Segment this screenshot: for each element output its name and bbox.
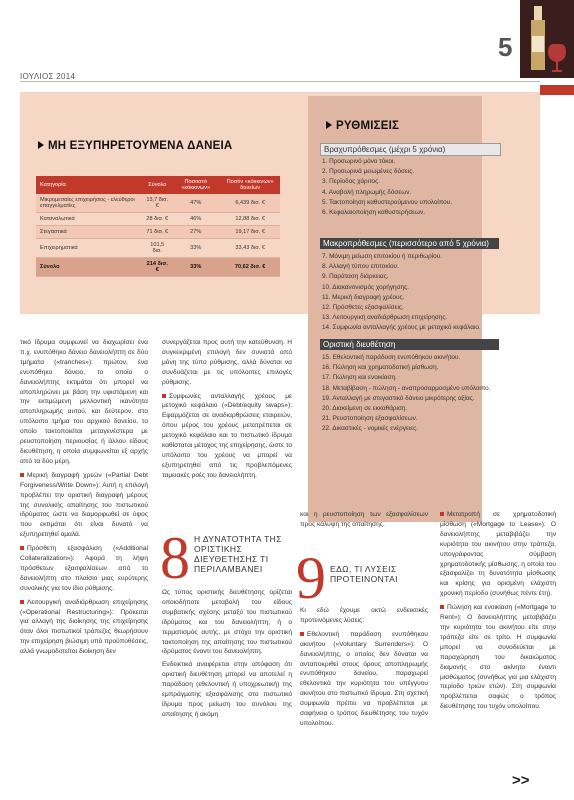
table-row — [36, 226, 280, 239]
list-item: 3. Περίοδος χάριτος. — [322, 178, 380, 186]
table-header-row — [36, 176, 280, 194]
paragraph-text: Πώληση και ενοικίαση («Mortgage to Rent»): Ο δανειολήπτης μεταβιβάζει την κυριότητα του ακινήτου είτε στην τράπεζα είτε σε τρίτο. Η συμφωνία μπορεί να συνοδεύεται με παραχώρηση του δικαιώματος διαμονής στο ακίνητο έναντι μισθώματος (συνήθως για μια ελάχιστη περίοδο τριών ετών). Στη συμφωνία προβλέπεται σαφώς ο τρόπος διευθέτησης του τυχόν υπολοίπου. — [440, 604, 556, 711]
table-row — [36, 213, 280, 226]
section-number-9: 9 — [296, 545, 326, 611]
header-divider — [20, 81, 540, 82]
triangle-icon — [38, 141, 44, 149]
table-header: Κατηγορία — [36, 176, 143, 194]
paragraph: συνεργάζεται προς αυτή την κατεύθυνση. Η συγκεκριμένη επιλογή δεν συνιστά από μόνη της τύπο ρύθμισης, αλλά δύναται να συνδυάζεται με τις υπόλοιπες επιλογές ρύθμισης. — [162, 339, 292, 386]
section-number-8: 8 — [160, 525, 190, 591]
list-item: 6. Κεφαλαιοποίηση καθυστερήσεων. — [322, 209, 425, 217]
list-item: 2. Προσωρινά μειωμένες δόσεις. — [322, 168, 415, 176]
table-cell: 71 δισ. € — [143, 226, 171, 239]
table-cell: 47% — [171, 194, 220, 213]
list-item: 22. Δικαστικές - νομικές ενέργειες. — [322, 425, 418, 433]
paragraph: Ως τύπος οριστικής διευθέτησης ορίζεται οποιοδήποτε μεταβολή του είδους συμβατικής σχέσης μεταξύ του πιστωτικού ιδρύματος και του δανειολήπτη, ή ο τερματισμός αυτής, με στόχο την οριστική τακτοποίηση της απαίτησης του πιστωτικού ιδρύματος έναντι του δανειολήπτη. — [162, 589, 292, 656]
list-item: 13. Λειτουργική αναδιάρθρωση επιχείρησης. — [322, 314, 448, 322]
table-cell: Σύνολο — [36, 258, 143, 277]
table-cell: 46% — [171, 213, 220, 226]
list-item: 15. Εθελοντική παράδοση ενυπόθηκου ακινήτου. — [322, 354, 461, 361]
table-cell: 19,17 δισ. € — [220, 226, 280, 239]
paragraph — [20, 471, 148, 540]
paragraph — [440, 510, 556, 599]
table-header: Σύνολο — [143, 176, 171, 194]
paragraph-text: Λειτουργική αναδιάρθρωση επιχείρησης («Operational Restructuring»): Πρόκειται για αλλαγή της διοίκησης της επιχείρησης όταν όλοι πιστωτικοί τράπεζες θεωρήσουν την επιχείρηση βιώσιμη υπό προϋποθέσεις, αλλά γνωμοδοτείται διοίκηση δεν — [20, 598, 148, 656]
issue-date: ΙΟΥΛΙΟΣ 2014 — [20, 72, 76, 81]
loans-section-title — [38, 140, 232, 152]
section-8-title: Η ΔΥΝΑΤΟΤΗΤΑ ΤΗΣ ΟΡΙΣΤΙΚΗΣ ΔΙΕΥΘΕΤΗΣΗΣ ΤΙ ΠΕΡΙΛΑΜΒΑΝΕΙ — [194, 534, 282, 574]
table-cell: Μικρομεσαίες επιχειρήσεις - ελεύθεροι επαγγελματίες — [36, 194, 143, 213]
list-item: 8. Αλλαγή τύπου επιτοκίου. — [322, 263, 399, 271]
text-column-3 — [300, 510, 428, 530]
paragraph: τικό ίδρυμα συμφωνεί να διαχωρίσει ένα π.χ. ενυπόθηκο δάνειο δανειολήπτη σε δύο τμήματα («tranches»): πρώτον, ένα ενυπόθηκο δάνειο, το οποίο ο δανειολήπτης εκτιμάται ότι μπορεί να αποπληρώνει με βάση την υφιστάμενη και την εκτιμώμενη μελλοντική ικανότητα αποπληρωμής αυτού, και δεύτερον, στο υπόλοιπο τμήμα του αρχικού δανείου, το οποίο τακτοποιείται μεταγενέστερα με ρευστοποίηση περιουσίας ή άλλου είδους διευθέτηση, η οποία συμφωνείται εξ αρχής από τα δύο μέρη. — [20, 339, 148, 465]
table-header: Ποσόν «κόκκινων» δανείων — [220, 176, 280, 194]
table-cell: 214 δισ. € — [143, 258, 171, 277]
table-cell: 6,439 δισ. € — [220, 194, 280, 213]
table-cell: 101,5 δισ. — [143, 239, 171, 258]
bullet-square-icon — [20, 600, 24, 604]
list-item: 11. Μερική διαγραφή χρέους. — [322, 293, 405, 301]
paragraph — [20, 598, 148, 657]
list-item: 19. Ανταλλαγή με στεγαστικό δάνειο μικρότερης αξίας. — [322, 394, 475, 402]
paragraph — [20, 544, 148, 594]
table-cell: 33,43 δισ. € — [220, 239, 280, 258]
list-item: 12. Πρόσθετες εξασφαλίσεις. — [322, 304, 404, 312]
section-9-title: ΕΔΩ, ΤΙ ΛΥΣΕΙΣ ΠΡΟΤΕΙΝΟΝΤΑΙ — [330, 564, 398, 584]
bullet-square-icon — [300, 632, 304, 636]
paragraph-text: Εθελοντική παράδοση ενυπόθηκου ακινήτου («Voluntary Surrenders»): Ο δανειολήπτης, ο οποίος δεν δύναται να ανταποκριθεί στους όρους αποπληρωμής ενυπόθηκου δανείου, παραχωρεί εθελοντικά την κυριότητα του υπέγγυου ακινήτου στο πιστωτικό ίδρυμα. Στη σχετική συμφωνία πρέπει να προβλέπεται με σαφήνεια ο τρόπος διευθέτησης του τυχόν υπολοίπου. — [300, 630, 428, 727]
paragraph: Ενδεικτικά αναφέρεται στην απόφαση ότι οριστική διευθέτηση μπορεί να αποτελεί η παράδοση (εθελοντική ή υποχρεωτική) της εμπράγματης εξασφάλισης στο πιστωτικό ίδρυμα προς μείωση του συνόλου της απαίτησης ή ακόμη — [162, 661, 292, 718]
list-item: 14. Συμφωνία ανταλλαγής χρέους με μετοχικό κεφάλαιο. — [322, 324, 481, 332]
list-item: 7. Μόνιμη μείωση επιτοκίου ή περιθωρίου. — [322, 253, 442, 260]
paragraph: και η ρευστοποίηση των εξασφαλίσεων προς κάλυψη της απαίτησης. — [300, 511, 428, 528]
text-column-2b — [162, 588, 292, 720]
text-column-1 — [20, 338, 148, 657]
bullet-square-icon — [162, 394, 166, 398]
page-number: 5 — [498, 32, 513, 62]
table-cell: 33% — [171, 258, 220, 277]
final-settlement-list — [322, 353, 494, 435]
settlements-title-text: ΡΥΘΜΙΣΕΙΣ — [336, 120, 400, 132]
table-cell: Καταναλωτικά — [36, 213, 143, 226]
loans-title-text: ΜΗ ΕΞΥΠΗΡΕΤΟΥΜΕΝΑ ΔΑΝΕΙΑ — [48, 140, 233, 152]
text-column-3b — [300, 606, 428, 729]
group-heading-long-term: Μακροπρόθεσμες (περισσότερο από 5 χρόνια) — [320, 238, 499, 249]
paragraph-text: Μετατροπή σε χρηματοδοτική μίσθωση («Mortgage to Lease»): Ο δανειολήπτης μεταβιβάζει την κυριότητα του ακινήτου στην τράπεζα, υπογράφοντας σύμβαση χρηματοδοτικής μίσθωσης, η οποία του εξασφαλίζει τη δυνατότητα μίσθωσης και κρίσης για ορισμένη ελάχιστη χρονική περίοδο (συνήθως πέντε έτη). — [440, 511, 556, 598]
paragraph-text: Συμφωνίες ανταλλαγής χρέους με μετοχικό κεφάλαιο («Debt/equity swaps»): Εφαρμόζεται σε αναδιαρθρώσεις εταιρειών, όπου μέρος του χρέους μετατρέπεται σε μετοχικό κεφάλαιο και το πιστωτικό ίδρυμα καθίσταται μέτοχος της επιχείρησης, ώστε το υπόλοιπο του χρέους να μπορεί να εξυπηρετηθεί από τις προβλεπόμενες ταμειακές ροές του δανειολήπτη. — [162, 392, 292, 479]
list-item: 18. Μεταβίβαση - πώληση - αναπροσαρμοσμένο υπόλοιπο. — [322, 384, 491, 392]
table-cell: Επιχειρηματικά — [36, 239, 143, 258]
list-item: 16. Πώληση και χρηματοδοτική μίσθωση. — [322, 364, 439, 372]
table-cell: 28 δισ. € — [143, 213, 171, 226]
paragraph-text: Μερική διαγραφή χρεών («Partial Debt Forgiveness/Write Down»): Αυτή η επιλογή προβλέπει την οριστική διαγραφή μέρους της συνολικής απαίτησης του πιστωτικού ιδρύματος ώστε να διαμορφωθεί σε ύψος που εκτιμάται ότι είναι δυνατό να εξυπηρετηθεί ομαλά. — [20, 471, 148, 539]
table-cell: Στεγαστικά — [36, 226, 143, 239]
list-item: 5. Τακτοποίηση καθυστερούμενου υπολοίπου. — [322, 198, 452, 206]
list-item: 4. Αναβολή πληρωμής δόσεων. — [322, 188, 412, 196]
list-item: 9. Παράταση διάρκειας. — [322, 273, 389, 281]
bullet-square-icon — [20, 473, 24, 477]
list-item: 10. Διακανονισμός χορήγησης. — [322, 283, 409, 291]
table-row — [36, 194, 280, 213]
paragraph — [300, 630, 428, 729]
paragraph — [162, 392, 292, 481]
bullet-square-icon — [20, 546, 24, 550]
triangle-icon — [326, 121, 332, 129]
table-cell: 33% — [171, 239, 220, 258]
wine-bottle-illustration — [520, 0, 574, 78]
table-cell: 70,62 δισ. € — [220, 258, 280, 277]
short-term-list — [322, 157, 494, 218]
text-column-4 — [440, 510, 556, 712]
table-cell: 27% — [171, 226, 220, 239]
accent-bar — [540, 85, 574, 95]
table-header: Ποσοστό «κόκκινων» — [171, 176, 220, 194]
list-item: 17. Πώληση και ενοικίαση. — [322, 374, 397, 382]
group-heading-final-settlement: Οριστική διευθέτηση — [320, 339, 499, 350]
loans-table — [36, 176, 280, 277]
table-cell: 12,88 δισ. € — [220, 213, 280, 226]
table-total-row — [36, 258, 280, 277]
list-item: 20. Διακείμενη σε εκκαθάριση. — [322, 405, 408, 413]
bullet-square-icon — [440, 512, 444, 516]
paragraph — [440, 603, 556, 712]
paragraph-text: Πρόσθετη εξασφάλιση («Additional Collateralization»): Αφορά τη λήψη πρόσθετων εξασφαλίσεων από το δανειολήπτη στο πλαίσιο μιας ευρύτερης συνολικής για τον ίδιο ρύθμισης. — [20, 545, 148, 592]
paragraph: Κι εδώ έχουμε οκτώ ενδεικτικές προτεινόμενες λύσεις: — [300, 607, 428, 624]
table-row — [36, 239, 280, 258]
table-cell: 13,7 δισ. € — [143, 194, 171, 213]
list-item: 1. Προσωρινό μόνο τόκοι. — [322, 158, 396, 165]
list-item: 21. Ρευστοποίηση εξασφαλίσεων. — [322, 415, 418, 423]
long-term-list — [322, 252, 494, 334]
text-column-2 — [162, 338, 292, 481]
group-heading-short-term: Βραχυπρόθεσμες (μέχρι 5 χρόνια) — [320, 143, 501, 156]
settlements-title — [326, 120, 399, 132]
bullet-square-icon — [440, 605, 444, 609]
continue-arrow[interactable]: >> — [512, 772, 530, 789]
